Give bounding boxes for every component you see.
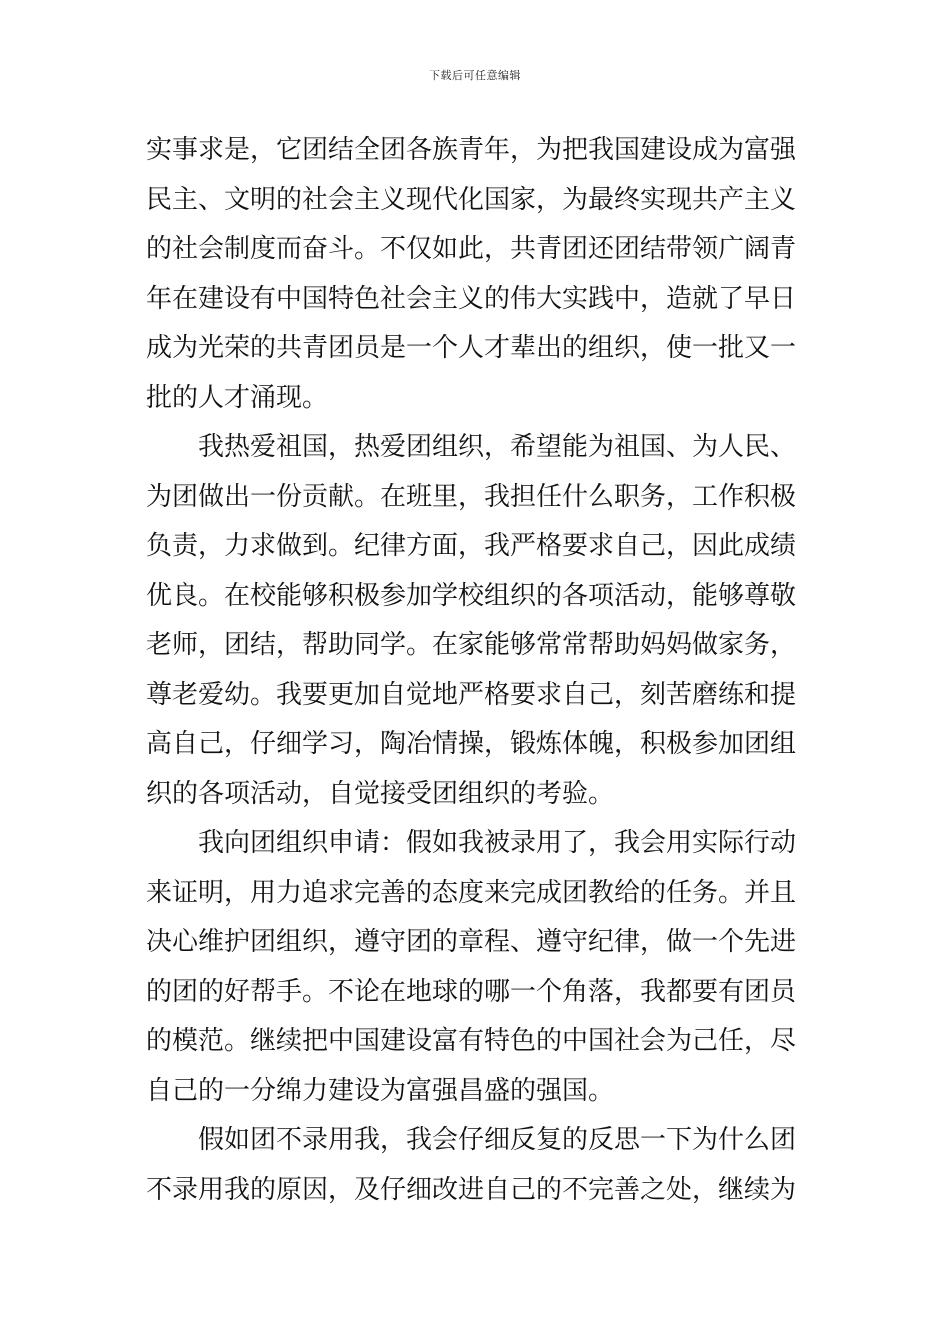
text-line: 批的人才涌现。 [146, 382, 329, 413]
text-line: 我热爱祖国，热爱团组织，希望能为祖国、为人民、 [198, 432, 797, 462]
text-line: 的团的好帮手。不论在地球的哪一个角落，我都要有团员 [146, 976, 797, 1007]
text-line: 不录用我的原因，及仔细改进自己的不完善之处，继续为 [146, 1174, 797, 1205]
text-line: 老师，团结，帮助同学。在家能够常常帮助妈妈做家务， [146, 630, 797, 660]
text-line: 我向团组织申请：假如我被录用了，我会用实际行动 [198, 828, 797, 858]
document-body [146, 126, 806, 1215]
text-line: 高自己，仔细学习，陶冶情操，锻炼体魄，积极参加团组 [146, 729, 797, 759]
text-line: 为团做出一份贡献。在班里，我担任什么职务，工作积极 [146, 481, 797, 512]
text-line: 年在建设有中国特色社会主义的伟大实践中，造就了早日 [146, 283, 797, 314]
text-line: 负责，力求做到。纪律方面，我严格要求自己，因此成绩 [146, 531, 797, 561]
text-line: 来证明，用力追求完善的态度来完成团教给的任务。并且 [146, 877, 797, 908]
text-line: 的社会制度而奋斗。不仅如此，共青团还团结带领广阔青 [146, 234, 797, 264]
text-line: 织的各项活动，自觉接受团组织的考验。 [146, 778, 615, 809]
header-note: 下载后可任意编辑 [429, 69, 521, 82]
text-line: 成为光荣的共青团员是一个人才辈出的组织，使一批又一 [146, 333, 797, 363]
text-line: 的模范。继续把中国建设富有特色的中国社会为己任，尽 [146, 1026, 797, 1056]
text-line: 民主、文明的社会主义现代化国家，为最终实现共产主义 [146, 184, 797, 215]
text-line: 假如团不录用我，我会仔细反复的反思一下为什么团 [198, 1125, 797, 1155]
text-line: 优良。在校能够积极参加学校组织的各项活动，能够尊敬 [146, 580, 797, 611]
text-line: 实事求是，它团结全团各族青年，为把我国建设成为富强 [146, 135, 797, 165]
text-line: 尊老爱幼。我要更加自觉地严格要求自己，刻苦磨练和提 [146, 679, 797, 710]
text-line: 自己的一分绵力建设为富强昌盛的强国。 [146, 1075, 615, 1106]
text-line: 决心维护团组织，遵守团的章程、遵守纪律，做一个先进 [146, 927, 797, 957]
